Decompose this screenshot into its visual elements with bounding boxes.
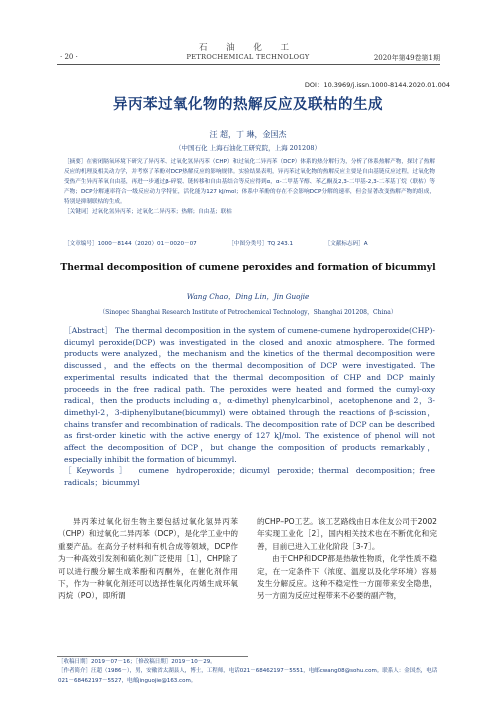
abstract-en-label: ［Abstract］ — [64, 326, 113, 335]
affiliation-cn: （中国石化 上海石油化工研究院，上海 201208） — [175, 144, 321, 152]
keywords-en-label: ［Keywords］ — [64, 466, 132, 476]
authors-cn: 汪 超，丁 琳，金国杰 — [209, 130, 287, 139]
abstract-cn-label: ［摘要］ — [64, 159, 87, 165]
journal-title-en: PETROCHEMICAL TECHNOLOGY — [186, 53, 310, 61]
keywords-cn: 过氧化氢异丙苯；过氧化二异丙苯；热解；自由基；联枯 — [91, 209, 232, 215]
doi: DOI：10.3969/j.issn.1000-8144.2020.01.004 — [304, 81, 450, 89]
affiliation-en: （Sinopec Shanghai Research Institute of Petrochemical Technology，Shanghai 201208，China） — [99, 309, 397, 316]
abstract-cn-text: 在密闭隔氧环境下研究了异丙苯、过氧化氢异丙苯（CHP）和过氧化二异丙苯（DCP）体系的热分解行为，分析了体系热解产物，探讨了热解反应的机理及相关动力学，并考察了苯酚对DCP热解反应的影响规律。实验结果表明，异丙苯过氧化物的热解反应主要是自由基链反应过程，过氧化物受热产生异丙苯氧自由基，再进一步通过β-碎裂、链转移和自由基结合等反应得到α，α-二甲基苄醇、苯乙酮及2,3-二甲基-2,3-二苯基丁烷（联枯）等产物；DCP分解速率符合一级反应动力学特征，活化能为127 kJ/mol；体系中苯酚的存在不会影响DCP分解的速率，但会显著改变热解产物的组成，特别是抑制联枯的生成。 — [64, 159, 435, 205]
body-column-right — [257, 516, 437, 603]
issue-info: 2020年第49卷第1期 — [373, 54, 440, 62]
article-number: ［文章编号］1000－8144（2020）01－0020－07 — [64, 241, 197, 247]
body-paragraph: 的CHP–PO工艺。该工艺路线由日本住友公司于2002年实现工业化［2］，国内相关技术也在不断优化和完善，目前已进入工业化阶段［3-7］。 — [257, 517, 437, 551]
abstract-cn — [64, 157, 435, 217]
page-number: · 20 · — [60, 53, 78, 61]
footnote-rule — [57, 656, 248, 657]
authors-en: Wang Chao，Ding Lin，Jin Guojie — [186, 292, 310, 301]
abstract-en — [64, 325, 435, 489]
clc-number: ［中图分类号］TQ 243.1 — [228, 241, 294, 247]
journal-title-cn: 石 油 化 工 — [198, 43, 298, 53]
meta-cn — [64, 239, 368, 247]
document-code: ［文献标志码］A — [324, 241, 368, 247]
author-note: ［作者简介］汪超（1986－），男，安徽省太湖县人，博士，工程师，电话021－68462197－5551，电邮cwang08@sohu.com。联系人：金国杰，电话021－68462197－5527，电邮jinguojie@163.com。 — [58, 668, 438, 684]
keywords-en: cumene hydroperoxide；dicumyl peroxide；thermal decomposition；free radicals；bicummyl — [64, 466, 435, 488]
body-column-left: 异丙苯过氧化衍生物主要包括过氧化氢异丙苯（CHP）和过氧化二异丙苯（DCP），是化学工业中的重要产品。在高分子材料和有机合成等领域，DCP作为一种高效引发剂和硫化剂广泛使用［1］，CHP除了可以进行酸分解生成苯酚和丙酮外，在催化剂作用下，作为一种氧化剂还可以选择性氧化丙烯生成环氧丙烷（PO），即所谓 — [58, 517, 238, 601]
footnote — [58, 658, 443, 686]
article-title-cn: 异丙苯过氧化物的热解反应及联枯的生成 — [113, 97, 383, 113]
keywords-cn-label: ［关键词］ — [64, 209, 92, 215]
article-title-en: Thermal decomposition of cumene peroxides and formation of bicummyl — [60, 262, 436, 273]
body-paragraph: 由于CHP和DCP都是热敏性物质，化学性质不稳定，在一定条件下（浓度、温度以及化学环境）容易发生分解反应。这种不稳定性一方面带来安全隐患，另一方面为反应过程带来不必要的副产物， — [257, 554, 437, 601]
header-rule — [57, 64, 440, 65]
abstract-en-text: The thermal decomposition in the system of cumene-cumene hydroperoxide(CHP)-dicumyl peroxide(DCP) was investigated in the closed and anoxic atmosphere. The formed products were analyzed，the mechanism and the kinetics of the thermal decomposition were discussed，and the effects on the thermal decomposition of DCP were investigated. The experimental results indicated that the thermal decomposition of CHP and DCP mainly proceeds in the free radical path. The peroxides were heated and formed the cumyl-oxy radical，then the products including α，α-dimethyl phenylcarbinol，acetophenone and 2，3-dimethyl-2，3-diphenylbutane(bicummyl) were obtained through the reactions of β-scission，chains transfer and recombination of radicals. The decomposition rate of DCP can be described as first-order kinetic with the active energy of 127 kJ/mol. The existence of phenol will not affect the decomposition of DCP，but change the composition of products remarkably，especially inhibit the formation of bicummyl. — [64, 326, 435, 464]
dates-note: ［收稿日期］2019－07－16；［修改稿日期］2019－10－29。 — [58, 659, 216, 665]
